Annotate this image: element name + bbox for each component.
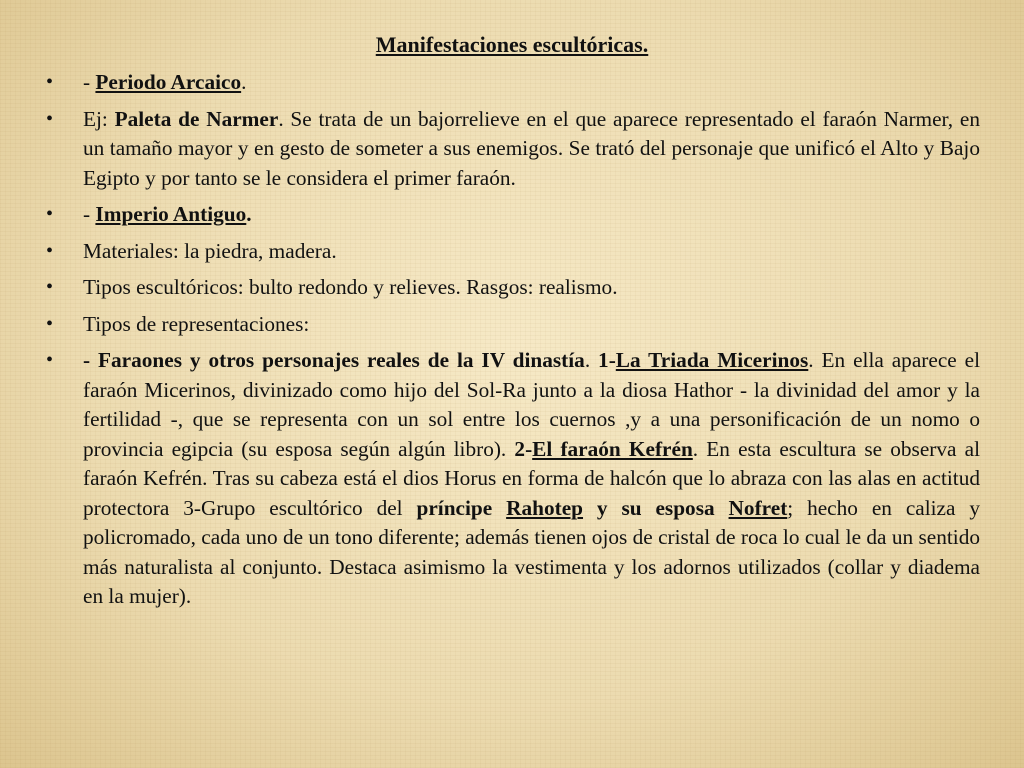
list-item-paleta-narmer bbox=[46, 105, 980, 194]
list-item-tipos-representaciones bbox=[46, 310, 980, 340]
principe-label: príncipe bbox=[416, 495, 507, 520]
number-label: 2- bbox=[514, 436, 533, 461]
bullet-icon: • bbox=[46, 107, 54, 130]
list-item-periodo-arcaico bbox=[46, 68, 980, 98]
bullet-icon: • bbox=[46, 203, 54, 225]
item-text: Tipos escultóricos: bulto redondo y relieves. Rasgos: realismo. bbox=[83, 275, 618, 299]
number-label: 1- bbox=[598, 348, 616, 372]
dash: - bbox=[83, 70, 96, 94]
y-su-esposa-label: y su esposa bbox=[583, 495, 729, 520]
item-text: Tipos de representaciones: bbox=[83, 311, 310, 336]
list-item-faraones bbox=[46, 346, 980, 612]
bullet-list bbox=[46, 68, 980, 619]
text-run: . En ella aparece el faraón Micerinos, divinizado como hijo del Sol-Ra junto a la diosa Hathor - la divinidad del amor y la fertilidad -, que se representa con un sol entre los cuernos ,y a una personificación de un nomo o provincia egipcia (su esposa según algún libro). bbox=[83, 348, 981, 461]
faraon-kefren-title: El faraón Kefrén bbox=[532, 436, 693, 461]
text-run: . En esta escultura se observa al faraón Kefrén. Tras su cabeza está el dios Horus en forma de halcón que lo abraza con las alas en actitud protectora 3-Grupo escultórico del bbox=[83, 436, 980, 520]
bullet-icon: • bbox=[46, 312, 54, 335]
triada-micerinos-title: La Triada Micerinos bbox=[615, 348, 809, 372]
text-run: ; hecho en caliza y policromado, cada uno de un tono diferente; además tienen ojos de cristal de roca lo cual le da un sentido más naturalista al conjunto. Destaca asimismo la vestimenta y los adornos utilizados (collar y diadema en la mujer). bbox=[83, 495, 980, 608]
bullet-icon: • bbox=[46, 349, 54, 371]
bullet-icon: • bbox=[46, 276, 54, 298]
list-item-tipos-escultoricos bbox=[46, 273, 980, 303]
ej-name: Paleta de Narmer bbox=[114, 106, 279, 131]
item-text: Materiales: la piedra, madera. bbox=[83, 238, 337, 263]
heading-periodo-arcaico: Periodo Arcaico bbox=[95, 70, 242, 94]
text-run: . bbox=[584, 348, 599, 372]
list-item-materiales bbox=[46, 237, 980, 267]
slide-title: Manifestaciones escultóricas. bbox=[375, 32, 649, 57]
heading-imperio-antiguo: Imperio Antiguo bbox=[95, 202, 247, 226]
punctuation: . bbox=[246, 202, 252, 226]
faraones-heading: - Faraones y otros personajes reales de la IV dinastía bbox=[83, 348, 585, 372]
list-item-imperio-antiguo bbox=[46, 200, 980, 230]
rahotep-name: Rahotep bbox=[506, 495, 584, 520]
dash: - bbox=[83, 202, 96, 226]
ej-prefix: Ej: bbox=[83, 106, 115, 131]
punctuation: . bbox=[241, 70, 247, 94]
nofret-name: Nofret bbox=[728, 495, 788, 520]
ej-text: . Se trata de un bajorrelieve en el que aparece representado el faraón Narmer, en un tamaño mayor y en gesto de someter a sus enemigos. Se trató del personaje que unificó el Alto y Bajo Egipto y por tanto se le considera el primer faraón. bbox=[83, 106, 980, 190]
bullet-icon: • bbox=[46, 71, 54, 93]
bullet-icon: • bbox=[46, 239, 54, 262]
